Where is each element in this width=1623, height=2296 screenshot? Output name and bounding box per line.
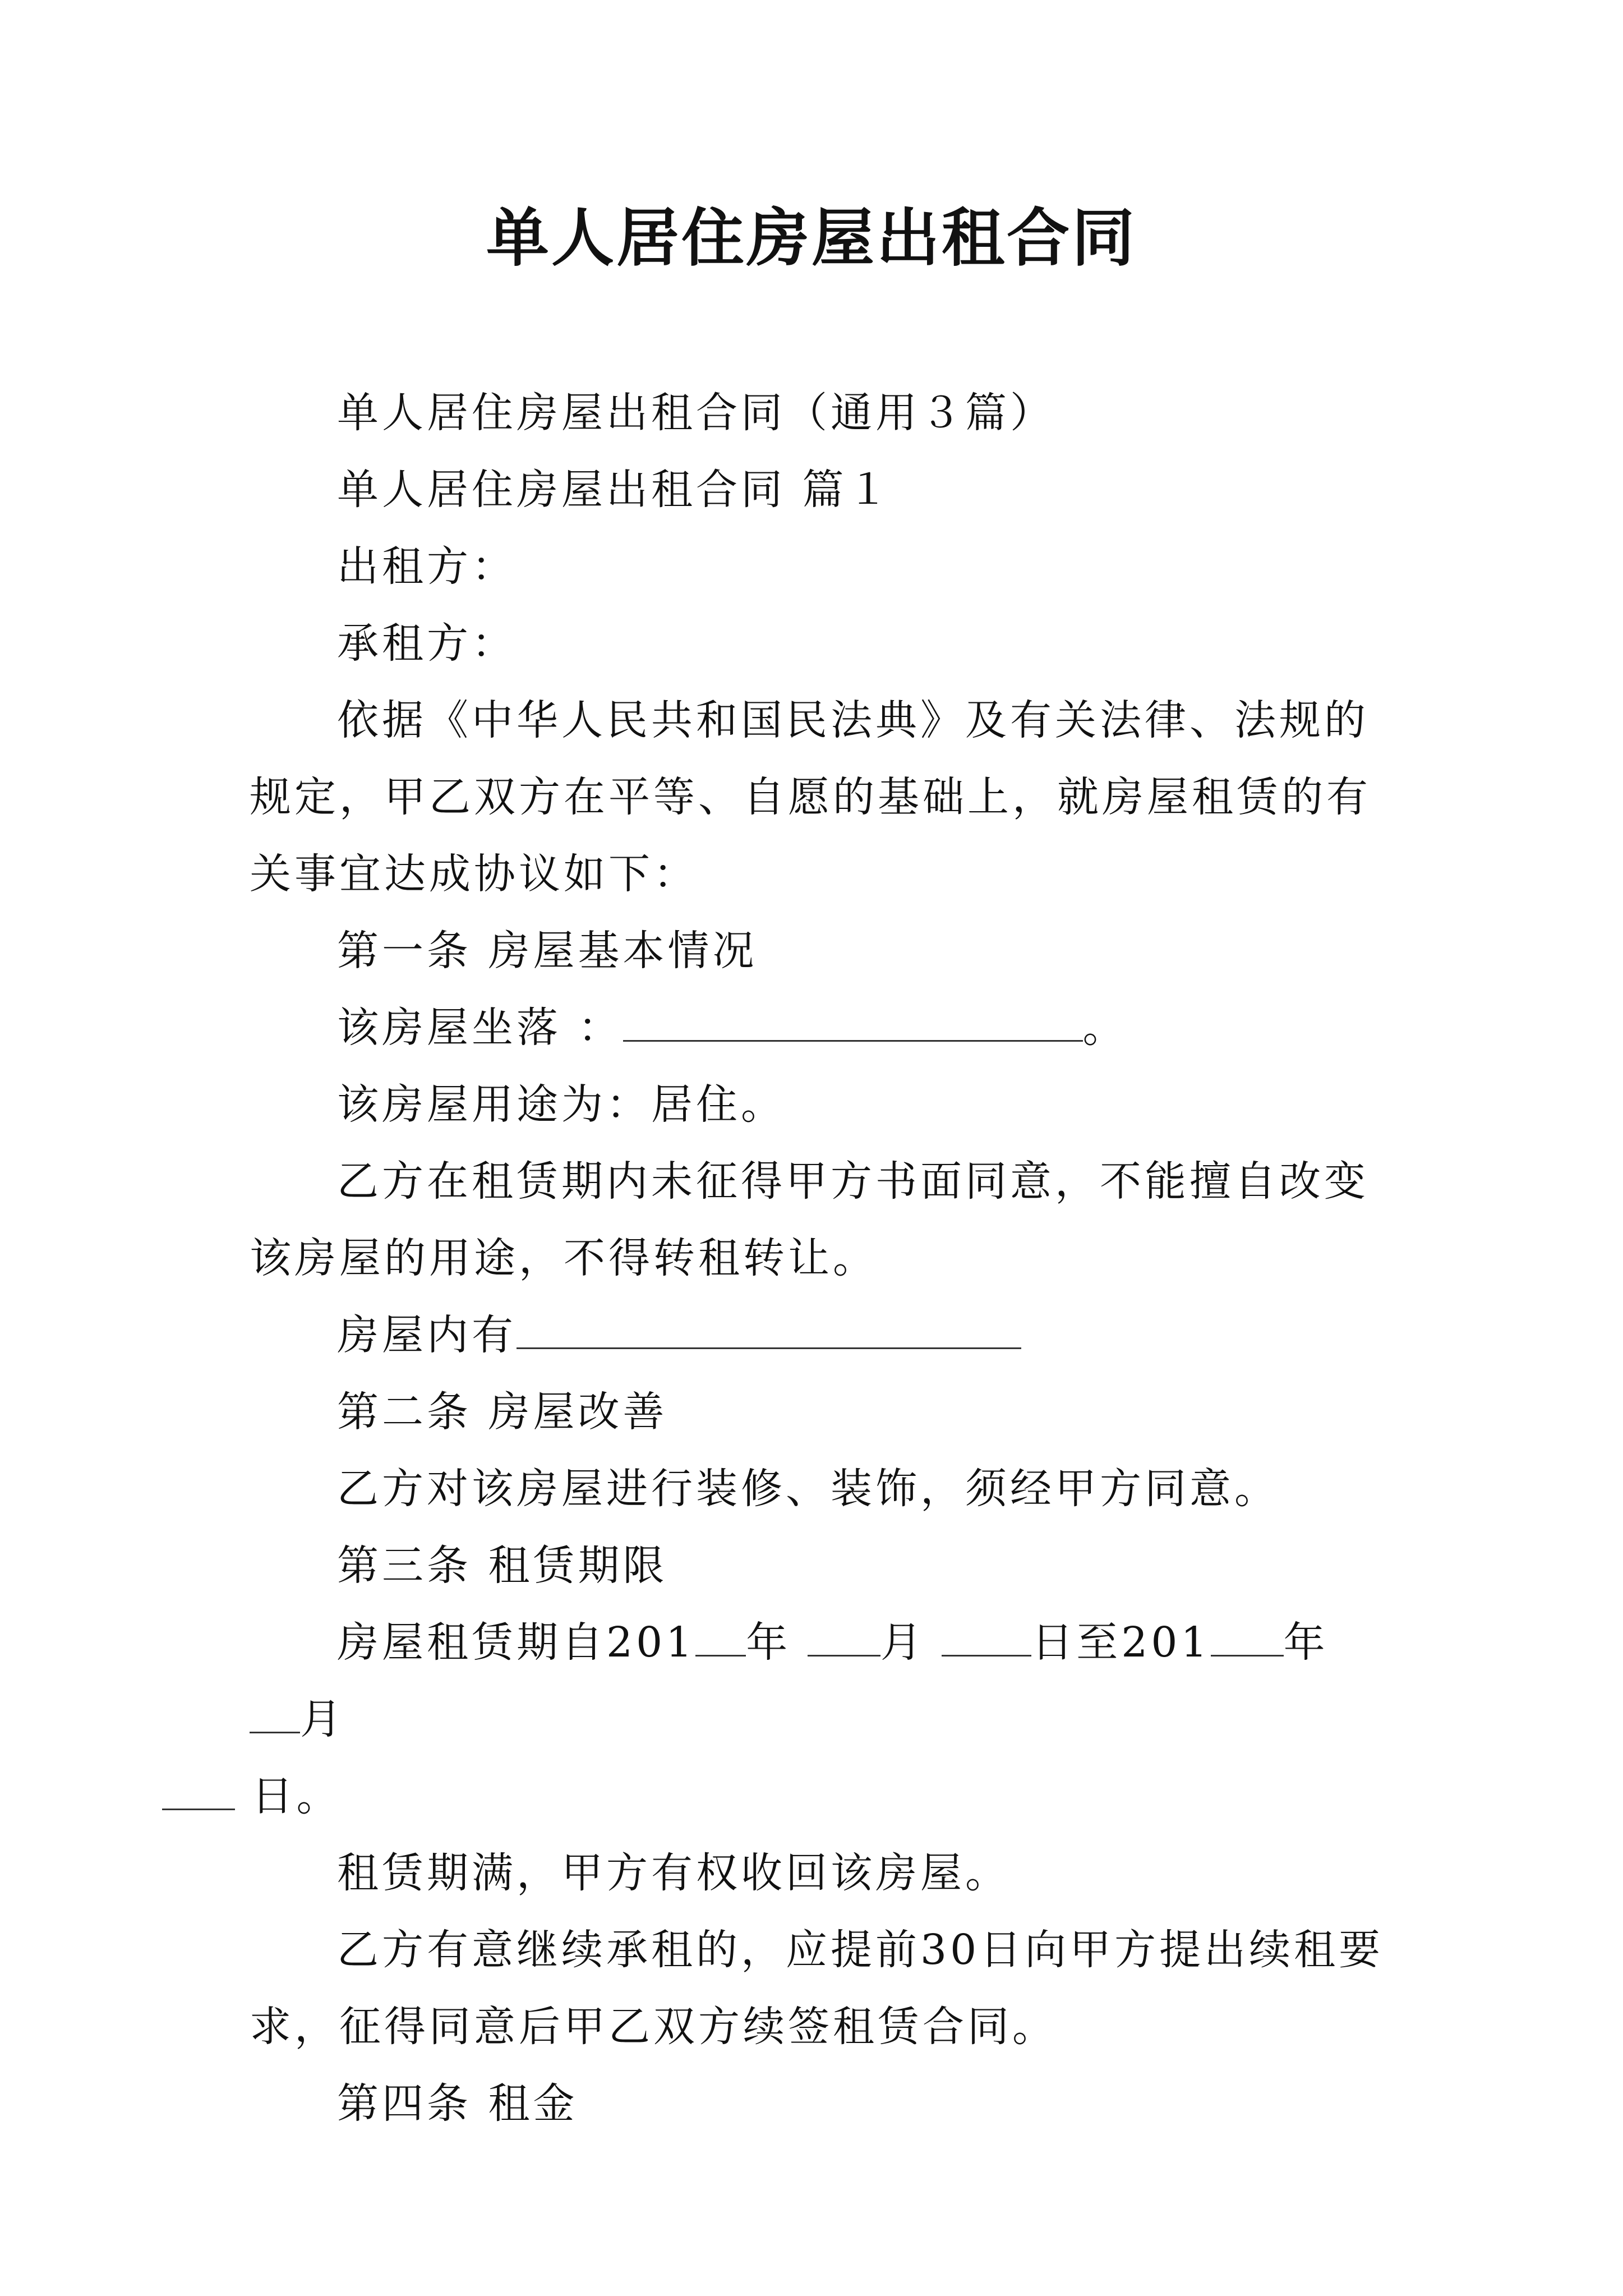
- term-year-label: 年: [746, 1618, 808, 1667]
- intro-paragraph: 依据《中华人民共和国民法典》及有关法律、法规的规定，甲乙双方在平等、自愿的基础上，就房屋租赁的有关事宜达成协议如下：: [250, 696, 1371, 898]
- lessor-line: 出租方：: [337, 542, 517, 591]
- document-body: [235, 375, 1388, 2142]
- usage-line: 该房屋用途为：居住。: [337, 1080, 786, 1129]
- section-2-clause: 乙方对该房屋进行装修、装饰，须经甲方同意。: [337, 1465, 1279, 1513]
- term-end-day-label: 日。: [235, 1772, 342, 1820]
- term-line: [235, 1604, 1388, 1835]
- location-line: [250, 990, 1388, 1066]
- renewal-paragraph: 乙方有意继续承租的，应提前30日向甲方提出续租要求，征得同意后甲乙双方续签租赁合同。: [250, 1926, 1384, 2051]
- section-1-heading: 第一条 房屋基本情况: [337, 927, 758, 975]
- subtitle-line: 单人居住房屋出租合同（通用３篇）: [337, 389, 1055, 437]
- section-4-heading: 第四条 租金: [337, 2079, 578, 2128]
- expiry-line: 租赁期满，甲方有权收回该房屋。: [337, 1849, 1010, 1897]
- inventory-blank: [517, 1308, 1021, 1349]
- section-2-heading: 第二条 房屋改善: [337, 1388, 668, 1436]
- location-label: 该房屋坐落 ：: [337, 1004, 623, 1052]
- inventory-line: [250, 1297, 1388, 1374]
- term-end-month-label: 月: [300, 1695, 345, 1743]
- document-title: 单人居住房屋出租合同: [486, 202, 1137, 275]
- term-month-label: 月: [880, 1618, 942, 1667]
- end-year-blank: [1211, 1616, 1284, 1657]
- start-year-blank: [695, 1616, 746, 1657]
- inventory-label: 房屋内有: [337, 1311, 517, 1359]
- start-month-blank: [808, 1616, 880, 1657]
- article-heading: 单人居住房屋出租合同 篇１: [337, 466, 892, 514]
- section-3-heading: 第三条 租赁期限: [337, 1542, 668, 1590]
- end-month-blank: [250, 1692, 300, 1733]
- term-end-year-label: 年: [1283, 1618, 1329, 1667]
- term-end-prefix: 日至201: [1031, 1618, 1211, 1667]
- section-1-clause: 乙方在租赁期内未征得甲方书面同意，不能擅自改变该房屋的用途，不得转租转让。: [250, 1157, 1369, 1282]
- location-end: 。: [1082, 1004, 1128, 1052]
- term-start-prefix: 房屋租赁期自201: [337, 1618, 696, 1667]
- start-day-blank: [942, 1616, 1031, 1657]
- end-day-blank: [162, 1769, 235, 1810]
- lessee-line: 承租方：: [337, 619, 517, 668]
- location-blank: [623, 1001, 1083, 1042]
